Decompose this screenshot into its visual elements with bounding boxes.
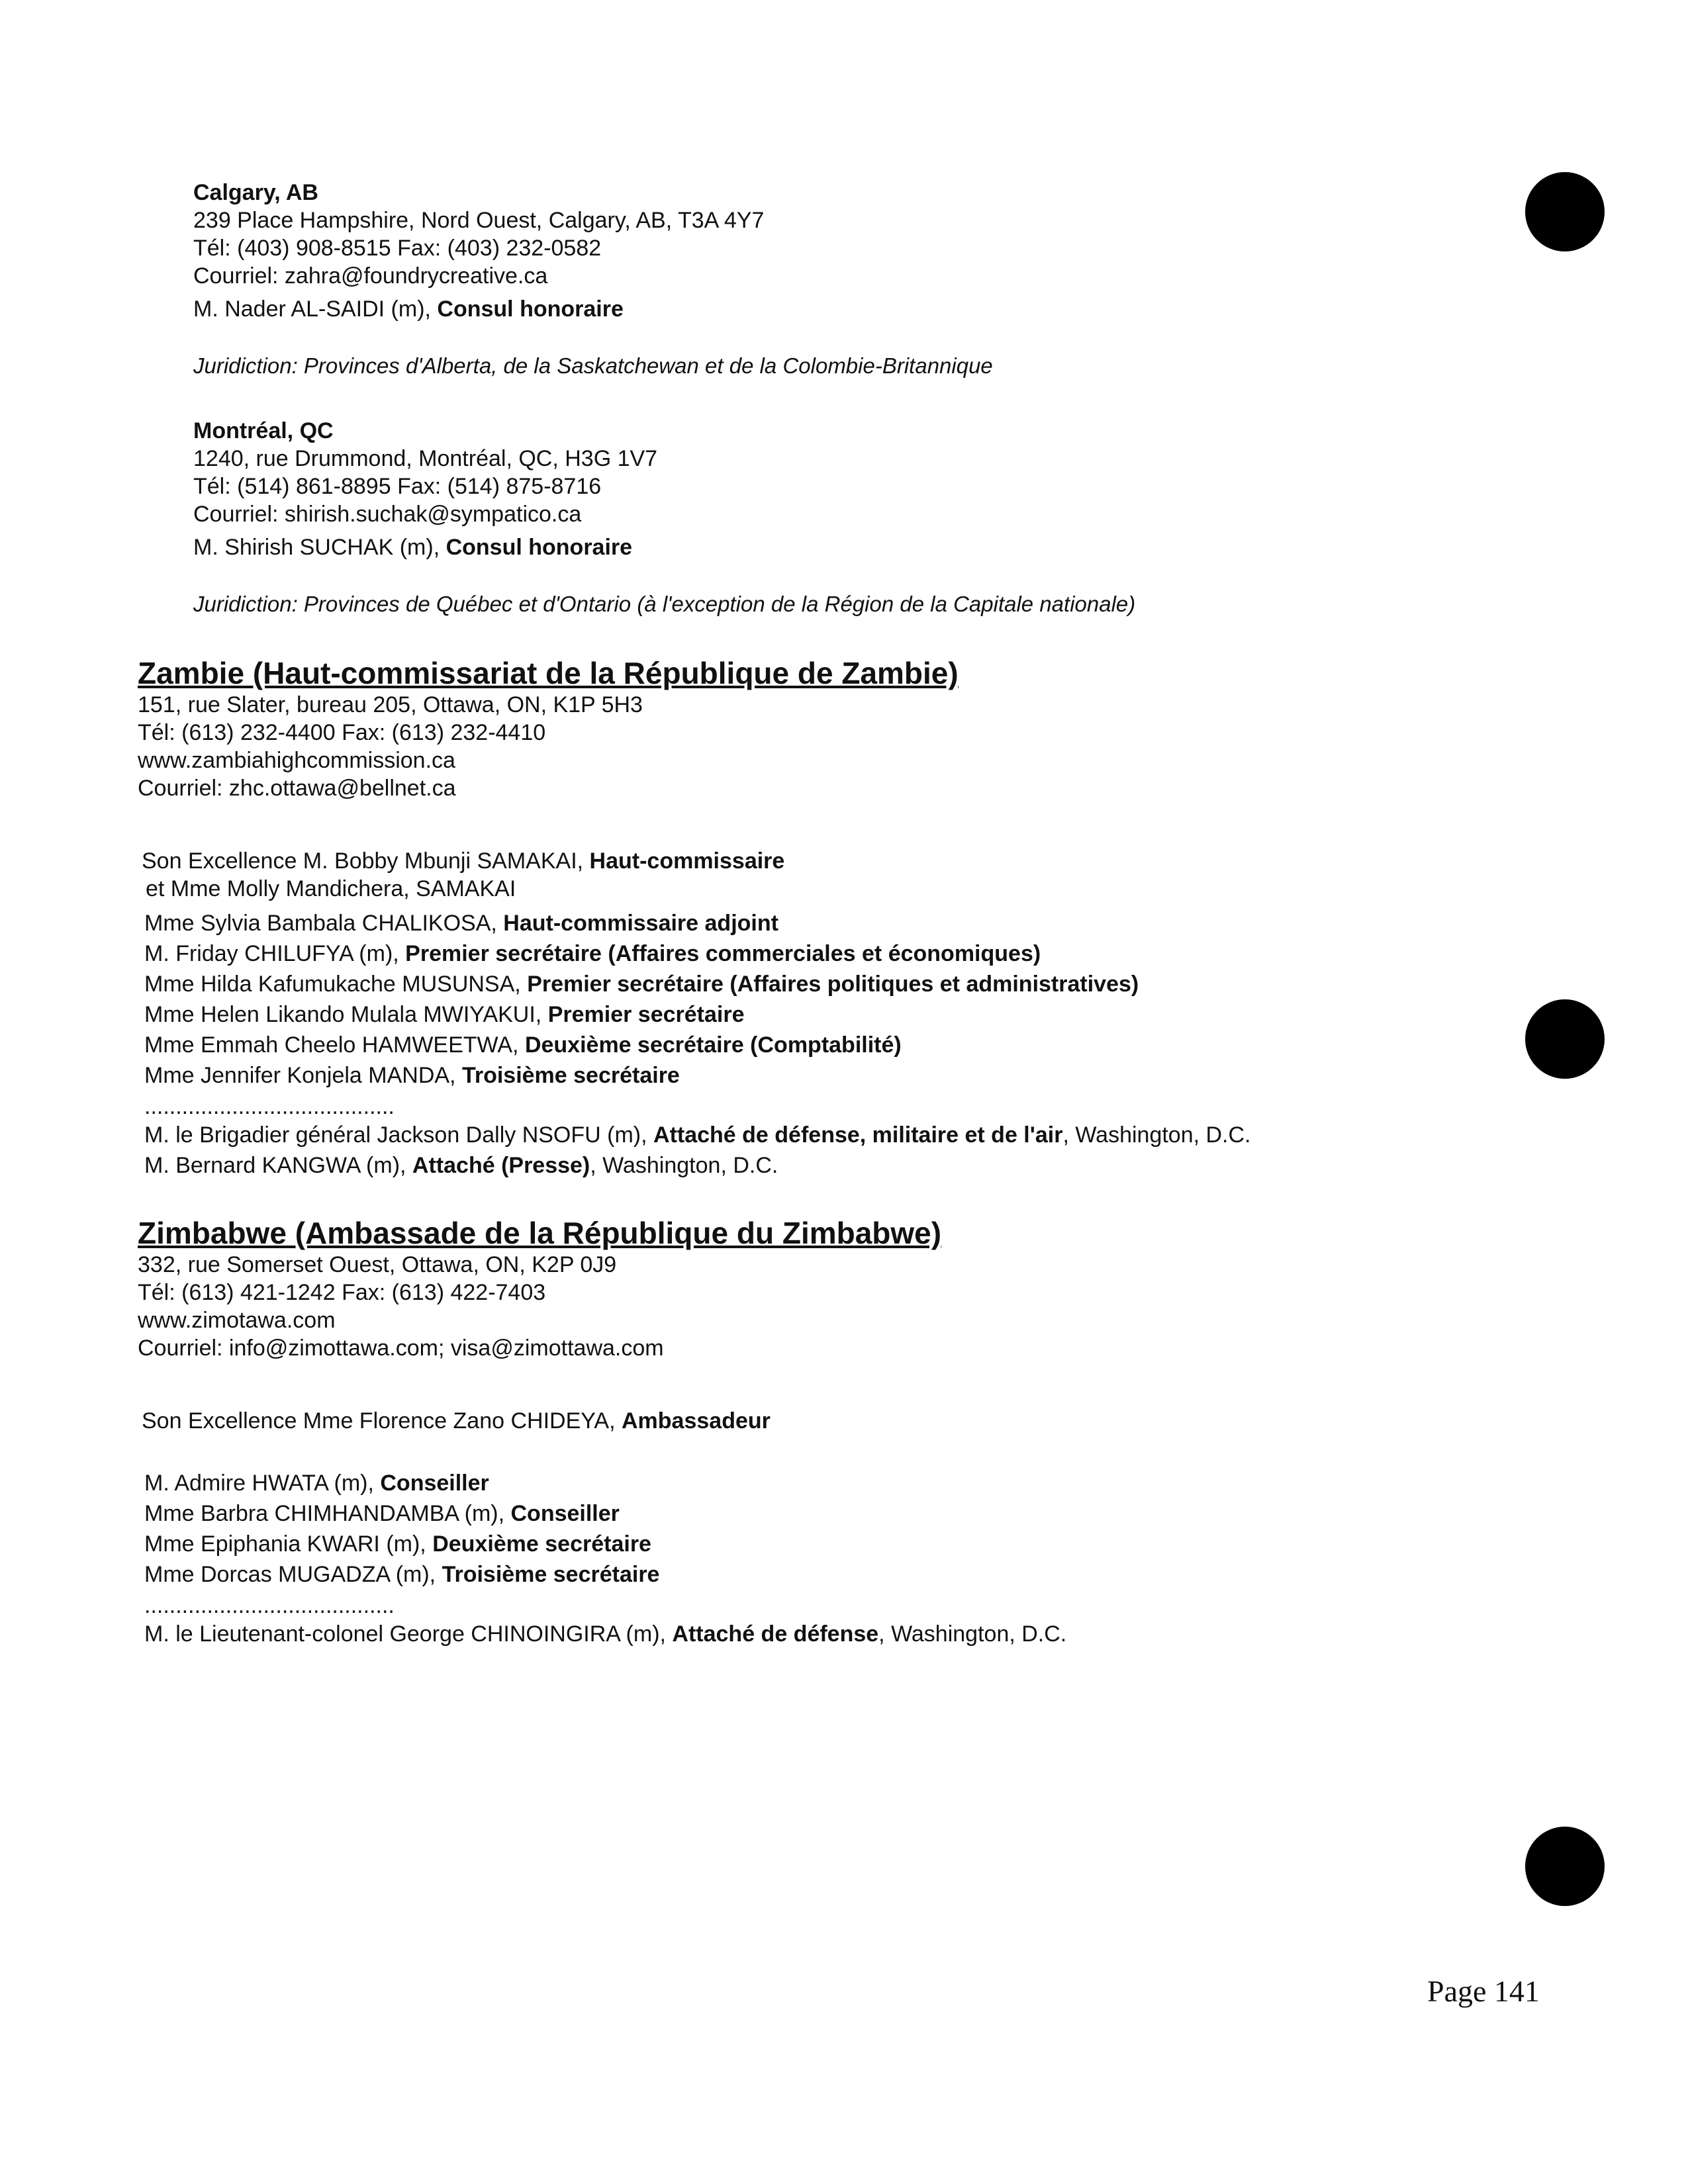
staff-row bbox=[144, 1468, 1066, 1498]
person-name: M. le Lieutenant-colonel George CHINOINGIRA (m), bbox=[144, 1621, 673, 1647]
person-role: Troisième secrétaire bbox=[442, 1562, 660, 1587]
person-role: Premier secrétaire (Affaires politiques et administratives) bbox=[527, 972, 1139, 997]
consulate-phone: Tél: (403) 908-8515 Fax: (403) 232-0582 bbox=[193, 236, 602, 261]
person-role: Conseiller bbox=[380, 1471, 489, 1496]
head-of-mission bbox=[142, 847, 784, 875]
accredited-row bbox=[144, 1619, 1066, 1649]
consulate-jurisdiction: Juridiction: Provinces de Québec et d'Ontario (à l'exception de la Région de la Capitale nationale) bbox=[193, 592, 1136, 616]
person-name: Son Excellence Mme Florence Zano CHIDEYA, bbox=[142, 1408, 622, 1433]
embassy-phone: Tél: (613) 232-4400 Fax: (613) 232-4410 bbox=[138, 720, 546, 745]
consulate-address: 239 Place Hampshire, Nord Ouest, Calgary, AB, T3A 4Y7 bbox=[193, 208, 765, 233]
person-role: Attaché (Presse) bbox=[412, 1153, 590, 1178]
consulate-phone: Tél: (514) 861-8895 Fax: (514) 875-8716 bbox=[193, 474, 602, 499]
head-of-mission bbox=[142, 1407, 771, 1435]
accredited-row bbox=[144, 1150, 1251, 1181]
embassy-email: Courriel: zhc.ottawa@bellnet.ca bbox=[138, 776, 456, 801]
person-role: Attaché de défense, militaire et de l'air bbox=[653, 1122, 1063, 1148]
person-name: Mme Helen Likando Mulala MWIYAKUI, bbox=[144, 1002, 548, 1027]
embassy-address: 151, rue Slater, bureau 205, Ottawa, ON, K1P 5H3 bbox=[138, 692, 643, 717]
accredited-row bbox=[144, 1120, 1251, 1150]
staff-row bbox=[144, 1559, 1066, 1590]
person-role: Consul honoraire bbox=[445, 535, 633, 560]
embassy-website: www.zimotawa.com bbox=[138, 1308, 336, 1333]
staff-row bbox=[144, 938, 1251, 969]
punch-hole-middle bbox=[1525, 999, 1605, 1079]
zambia-head-of-mission bbox=[142, 847, 784, 903]
country-heading-zimbabwe: Zimbabwe (Ambassade de la République du Zimbabwe) bbox=[138, 1216, 942, 1250]
spouse: et Mme Molly Mandichera, SAMAKAI bbox=[146, 876, 516, 901]
person-name: Mme Sylvia Bambala CHALIKOSA, bbox=[144, 911, 504, 936]
consulate-person bbox=[193, 533, 1135, 561]
person-name: Mme Jennifer Konjela MANDA, bbox=[144, 1063, 462, 1088]
person-location: , Washington, D.C. bbox=[590, 1153, 778, 1178]
person-name: Mme Barbra CHIMHANDAMBA (m), bbox=[144, 1501, 511, 1526]
consulate-email: Courriel: zahra@foundrycreative.ca bbox=[193, 263, 548, 289]
person-role: Premier secrétaire bbox=[547, 1002, 745, 1027]
zimbabwe-staff-list bbox=[144, 1468, 1066, 1649]
consulate-person bbox=[193, 295, 993, 323]
staff-row bbox=[144, 908, 1251, 938]
consulate-montreal bbox=[193, 417, 1135, 618]
person-role: Ambassadeur bbox=[622, 1408, 771, 1433]
person-name: M. Friday CHILUFYA (m), bbox=[144, 941, 406, 966]
person-role: Deuxième secrétaire bbox=[432, 1531, 651, 1557]
staff-row bbox=[144, 1529, 1066, 1559]
consulate-email: Courriel: shirish.suchak@sympatico.ca bbox=[193, 502, 582, 527]
staff-row bbox=[144, 999, 1251, 1030]
staff-row bbox=[144, 1060, 1251, 1091]
person-role: Deuxième secrétaire (Comptabilité) bbox=[524, 1032, 902, 1058]
person-role: Haut-commissaire adjoint bbox=[503, 911, 778, 936]
punch-hole-bottom bbox=[1525, 1827, 1605, 1906]
staff-row bbox=[144, 1030, 1251, 1060]
embassy-website: www.zambiahighcommission.ca bbox=[138, 748, 455, 773]
person-name: Mme Emmah Cheelo HAMWEETWA, bbox=[144, 1032, 525, 1058]
embassy-phone: Tél: (613) 421-1242 Fax: (613) 422-7403 bbox=[138, 1280, 546, 1305]
consulate-city: Calgary, AB bbox=[193, 180, 318, 205]
staff-row bbox=[144, 1498, 1066, 1529]
staff-row bbox=[144, 969, 1251, 999]
person-role: Consul honoraire bbox=[437, 296, 624, 322]
person-role: Troisième secrétaire bbox=[461, 1063, 680, 1088]
zimbabwe-head-of-mission bbox=[142, 1407, 771, 1435]
embassy-address: 332, rue Somerset Ouest, Ottawa, ON, K2P 0J9 bbox=[138, 1252, 617, 1277]
person-name: M. Shirish SUCHAK (m), bbox=[193, 535, 446, 560]
person-name: M. le Brigadier général Jackson Dally NSOFU (m), bbox=[144, 1122, 654, 1148]
person-location: , Washington, D.C. bbox=[878, 1621, 1067, 1647]
zambia-staff-list bbox=[144, 908, 1251, 1181]
person-role: Attaché de défense bbox=[672, 1621, 879, 1647]
separator: ........................................ bbox=[144, 1094, 395, 1119]
country-heading-zambia: Zambie (Haut-commissariat de la République de Zambie) bbox=[138, 656, 959, 690]
consulate-city: Montréal, QC bbox=[193, 418, 334, 443]
person-role: Haut-commissaire bbox=[589, 848, 785, 874]
zambia-section bbox=[138, 655, 959, 802]
consulate-address: 1240, rue Drummond, Montréal, QC, H3G 1V7 bbox=[193, 446, 658, 471]
person-location: , Washington, D.C. bbox=[1062, 1122, 1251, 1148]
consulate-jurisdiction: Juridiction: Provinces d'Alberta, de la Saskatchewan et de la Colombie-Britannique bbox=[193, 353, 993, 378]
person-name: M. Bernard KANGWA (m), bbox=[144, 1153, 412, 1178]
zimbabwe-section bbox=[138, 1215, 941, 1362]
person-role: Conseiller bbox=[510, 1501, 620, 1526]
person-name: Mme Epiphania KWARI (m), bbox=[144, 1531, 433, 1557]
person-name: Son Excellence M. Bobby Mbunji SAMAKAI, bbox=[142, 848, 590, 874]
separator: ........................................ bbox=[144, 1593, 395, 1618]
embassy-email: Courriel: info@zimottawa.com; visa@zimottawa.com bbox=[138, 1336, 664, 1361]
consulate-calgary bbox=[193, 179, 993, 380]
punch-hole-top bbox=[1525, 172, 1605, 251]
person-name: M. Nader AL-SAIDI (m), bbox=[193, 296, 438, 322]
page-number: Page 141 bbox=[1427, 1974, 1540, 2008]
person-name: Mme Dorcas MUGADZA (m), bbox=[144, 1562, 442, 1587]
person-role: Premier secrétaire (Affaires commerciales et économiques) bbox=[405, 941, 1041, 966]
person-name: Mme Hilda Kafumukache MUSUNSA, bbox=[144, 972, 528, 997]
person-name: M. Admire HWATA (m), bbox=[144, 1471, 381, 1496]
